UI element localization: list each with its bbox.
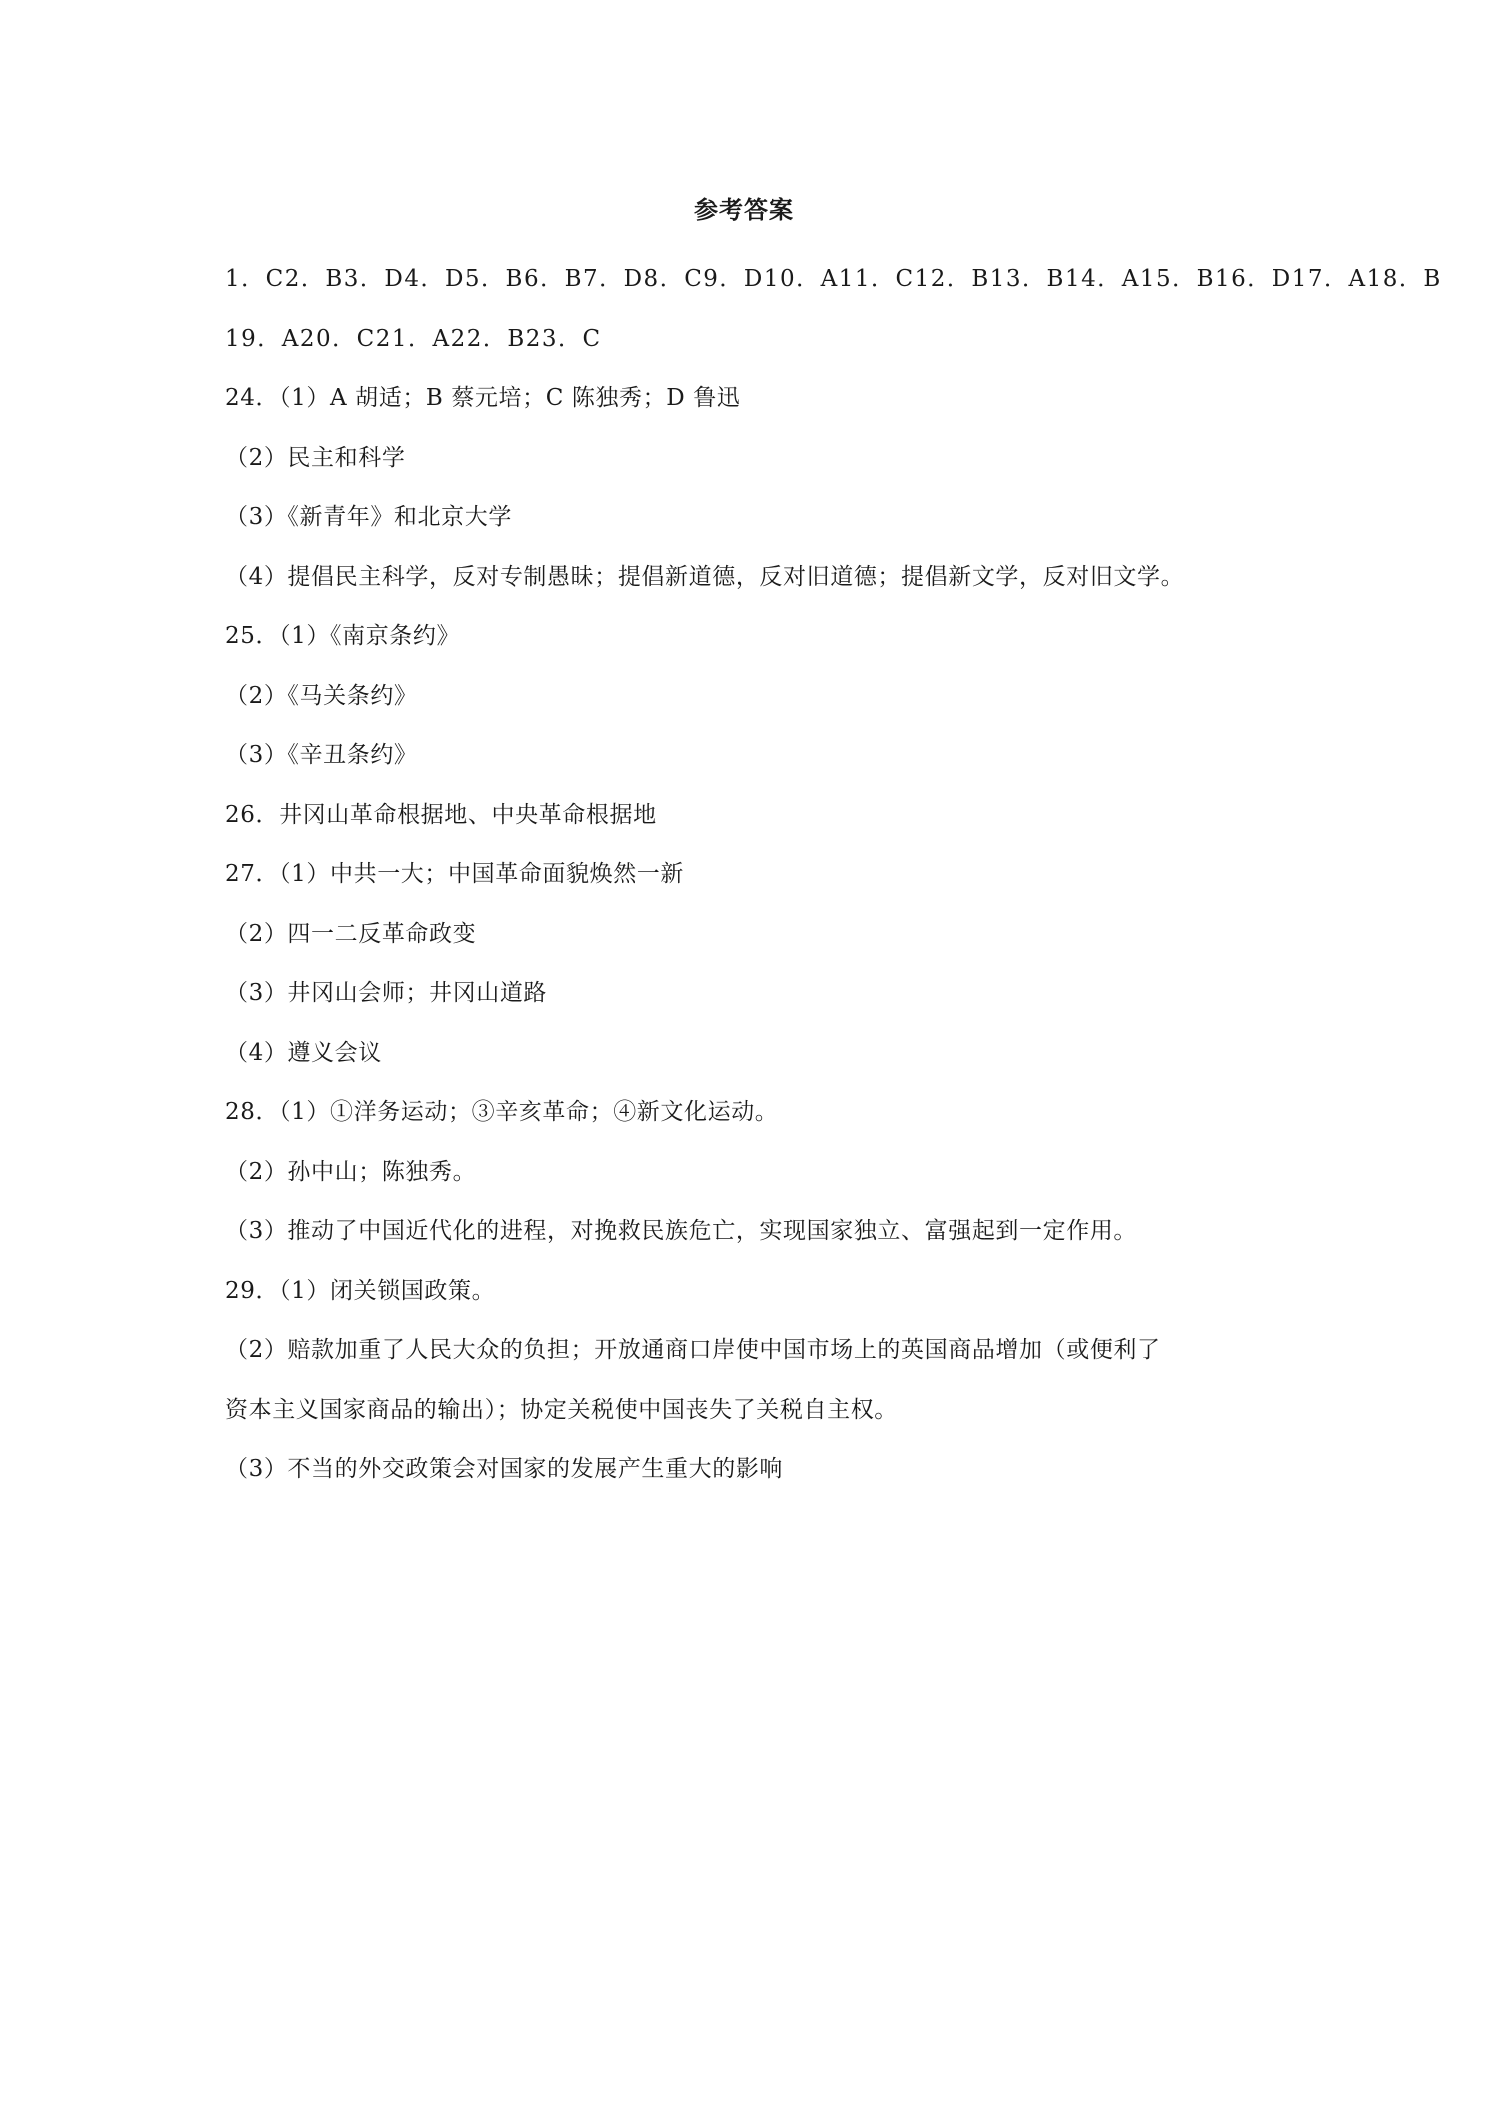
- answer-28-part-1: 28．（1）①洋务运动；③辛亥革命；④新文化运动。: [225, 1099, 779, 1125]
- answer-28-part-2: （2）孙中山；陈独秀。: [225, 1158, 477, 1185]
- answer-25-part-1: 25．（1）《南京条约》: [225, 623, 461, 649]
- answer-24-part-3: （3）《新青年》和北京大学: [225, 504, 512, 530]
- answer-29-part-3: （3）不当的外交政策会对国家的发展产生重大的影响: [225, 1456, 784, 1482]
- answer-27-part-2: （2）四一二反革命政变: [225, 920, 477, 947]
- answer-29-part-2: （2）赔款加重了人民大众的负担；开放通商口岸使中国市场上的英国商品增加（或便利了: [225, 1337, 1161, 1363]
- answer-27-part-4: （4）遵义会议: [225, 1039, 382, 1066]
- answer-24-part-4: （4）提倡民主科学，反对专制愚昧；提倡新道德，反对旧道德；提倡新文学，反对旧文学。: [225, 563, 1185, 590]
- answer-25-part-2: （2）《马关条约》: [225, 682, 418, 709]
- answer-29-part-1: 29．（1）闭关锁国政策。: [225, 1277, 496, 1304]
- answer-24-part-1: 24．（1）A 胡适；B 蔡元培；C 陈独秀；D 鲁迅: [225, 385, 741, 411]
- answer-24-part-2: （2）民主和科学: [225, 444, 406, 471]
- answer-25-part-3: （3）《辛丑条约》: [225, 742, 418, 768]
- mcq-answers-line-2: 19．A20．C21．A22．B23．C: [225, 325, 602, 352]
- answer-27-part-3: （3）井冈山会师；井冈山道路: [225, 980, 548, 1006]
- answer-28-part-3: （3）推动了中国近代化的进程，对挽救民族危亡，实现国家独立、富强起到一定作用。: [225, 1218, 1138, 1244]
- answer-list: [225, 250, 1442, 1500]
- answer-26: 26．井冈山革命根据地、中央革命根据地: [225, 801, 657, 828]
- mcq-answers-line-1: 1．C2．B3．D4．D5．B6．B7．D8．C9．D10．A11．C12．B13．B14．A15．B16．D17．A18．B: [225, 266, 1442, 292]
- page-title: 参考答案: [694, 195, 794, 224]
- answer-29-part-2-continued: 资本主义国家商品的输出）；协定关税使中国丧失了关税自主权。: [225, 1396, 898, 1423]
- answer-27-part-1: 27．（1）中共一大；中国革命面貌焕然一新: [225, 861, 684, 887]
